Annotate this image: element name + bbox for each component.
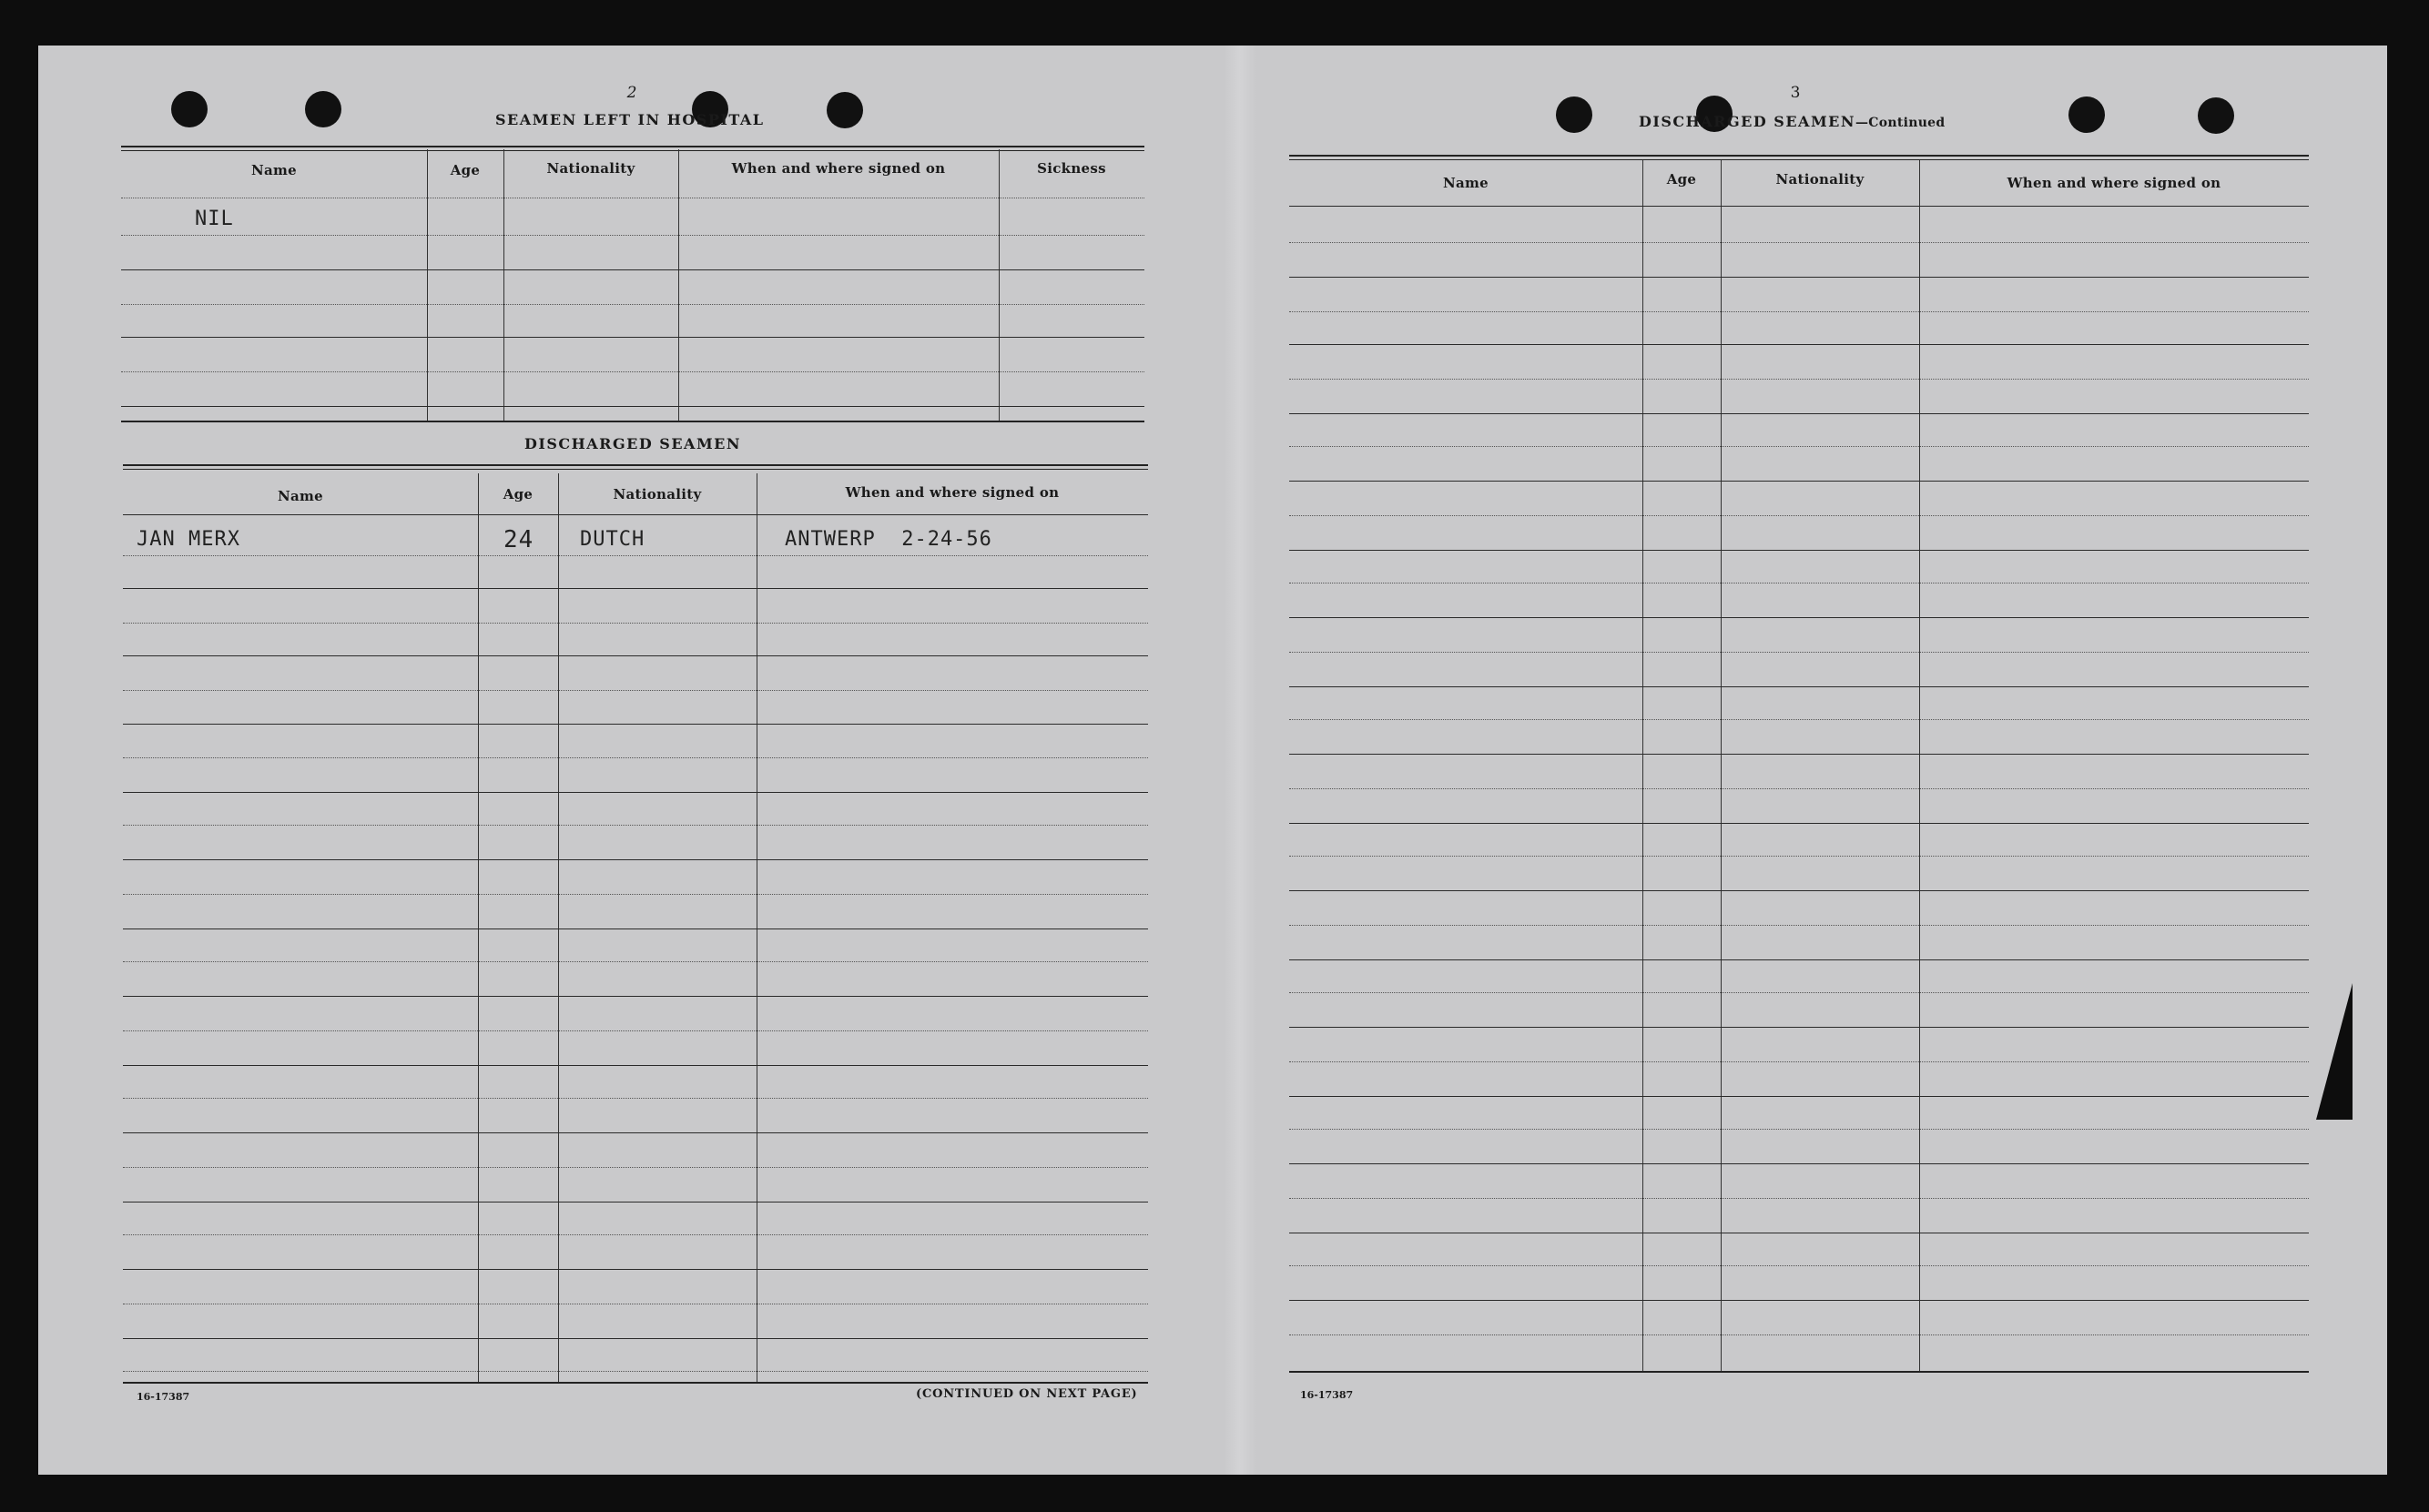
punch-hole [305,91,341,127]
row-rule [1289,1129,2309,1130]
row-rule [123,623,1148,624]
row-rule [123,690,1148,691]
row-rule [123,792,1148,793]
row-rule [1289,1300,2309,1301]
punch-hole [171,91,208,127]
row-rule [1289,1163,2309,1164]
col-header-name: Name [250,162,298,178]
col-header-age: Age [1666,171,1697,188]
row-rule [123,825,1148,826]
row-rule [1289,379,2309,380]
col-header-signed-on: When and where signed on [845,484,1060,501]
continued-note: (CONTINUED ON NEXT PAGE) [916,1387,1138,1401]
row-rule [1289,1096,2309,1097]
discharged-row-age: 24 [503,526,534,553]
hospital-row-name: NIL [195,208,234,230]
discharged-section-title: DISCHARGED SEAMEN [524,435,741,452]
row-rule [1289,1334,2309,1335]
row-rule [1289,788,2309,789]
row-rule [1289,823,2309,824]
table-top-rule [123,464,1148,470]
row-rule [1289,754,2309,755]
row-rule [123,1234,1148,1235]
left-form-number: 16-17387 [137,1391,190,1403]
row-rule [1289,992,2309,993]
row-rule [123,1269,1148,1270]
row-rule [121,269,1144,270]
row-rule [1289,242,2309,243]
hospital-table [121,146,1144,423]
row-rule [1289,550,2309,551]
row-rule [123,859,1148,860]
row-rule [121,337,1144,338]
col-header-nationality: Nationality [546,160,635,177]
col-header-nationality: Nationality [613,486,702,502]
row-rule [123,1167,1148,1168]
column-divider [1919,160,1920,1371]
row-rule [1289,1265,2309,1266]
column-divider [1642,160,1643,1371]
punch-hole [1556,96,1592,133]
row-rule [121,304,1144,305]
right-page-title [1639,113,1945,130]
row-rule [123,514,1148,515]
row-rule [123,1371,1148,1372]
row-rule [1289,481,2309,482]
col-header-age: Age [450,162,481,178]
row-rule [123,555,1148,556]
row-rule [1289,515,2309,516]
row-rule [123,1338,1148,1339]
right-title-main: DISCHARGED SEAMEN [1639,113,1855,130]
row-rule [1289,344,2309,345]
row-rule [1289,719,2309,720]
row-rule [123,1132,1148,1133]
row-rule [1289,890,2309,891]
row-rule [123,1098,1148,1099]
row-rule [123,961,1148,962]
row-rule [1289,277,2309,278]
table-top-rule [121,146,1144,151]
right-title-suffix: —Continued [1855,116,1946,130]
row-rule [123,1030,1148,1031]
row-rule [1289,1198,2309,1199]
right-form-number: 16-17387 [1300,1389,1354,1401]
row-rule [1289,925,2309,926]
col-header-signed-on: When and where signed on [2007,175,2221,191]
column-divider [999,149,1000,422]
row-rule [123,655,1148,656]
row-rule [1289,617,2309,618]
row-rule [121,371,1144,372]
discharged-table [123,464,1148,1384]
col-header-name: Name [277,488,324,504]
right-page-number: 3 [1790,84,1801,102]
col-header-signed-on: When and where signed on [731,160,946,177]
col-header-nationality: Nationality [1775,171,1865,188]
col-header-sickness: Sickness [1037,160,1106,177]
row-rule [1289,1027,2309,1028]
row-rule [1289,206,2309,207]
column-divider [503,149,504,422]
discharged-row-name: JAN MERX [137,528,240,551]
row-rule [1289,652,2309,653]
table-bottom-rule [121,421,1144,422]
discharged-row-signed-on: ANTWERP 2-24-56 [785,528,992,551]
row-rule [123,894,1148,895]
row-rule [121,406,1144,407]
row-rule [1289,446,2309,447]
row-rule [1289,959,2309,960]
row-rule [1289,1061,2309,1062]
row-rule [123,996,1148,997]
punch-hole [2068,96,2105,133]
column-divider [678,149,679,422]
row-rule [1289,856,2309,857]
column-divider [427,149,428,422]
col-header-name: Name [1442,175,1489,191]
row-rule [121,235,1144,236]
column-divider [1721,160,1722,1371]
table-bottom-rule [123,1382,1148,1384]
page-fold [1224,46,1256,1475]
punch-hole [827,92,863,128]
row-rule [123,724,1148,725]
table-top-rule [1289,155,2309,160]
row-rule [123,588,1148,589]
left-page-number: 2 [626,84,637,102]
row-rule [1289,311,2309,312]
punch-hole [2198,97,2234,134]
row-rule [123,757,1148,758]
hospital-section-title: SEAMEN LEFT IN HOSPITAL [495,111,765,128]
discharged-row-nationality: DUTCH [580,528,645,551]
discharged-continued-table [1289,155,2309,1375]
row-rule [123,1065,1148,1066]
col-header-age: Age [503,486,534,502]
row-rule [1289,413,2309,414]
row-rule [1289,686,2309,687]
table-bottom-rule [1289,1371,2309,1373]
